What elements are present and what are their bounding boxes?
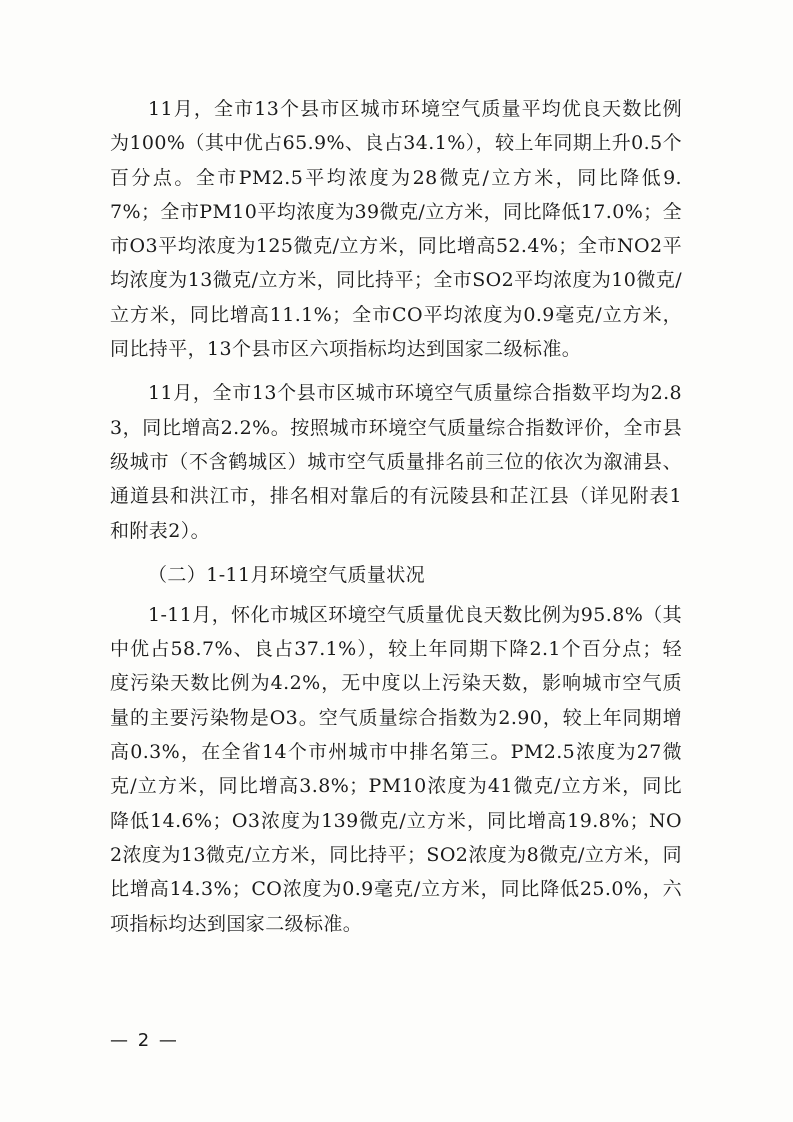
paragraph-jan-nov-quality: 1-11月，怀化市城区环境空气质量优良天数比例为95.8%（其中优占58.7%、良占37.1%），较上年同期下降2.1个百分点；轻度污染天数比例为4.2%，无中度以上污染天数，影响城市空气质量的主要污染物是O3。空气质量综合指数为2.90，较上年同期增高0.3%，在全省14个市州城市中排名第三。PM2.5浓度为27微克/立方米，同比增高3.8%；PM10浓度为41微克/立方米，同比降低14.6%；O3浓度为139微克/立方米，同比增高19.8%；NO2浓度为13微克/立方米，同比持平；SO2浓度为8微克/立方米，同比增高14.3%；CO浓度为0.9毫克/立方米，同比降低25.0%，六项指标均达到国家二级标准。	[110, 603, 682, 935]
paragraph-november-quality: 11月，全市13个县市区城市环境空气质量平均优良天数比例为100%（其中优占65.9%、良占34.1%），较上年同期上升0.5个百分点。全市PM2.5平均浓度为28微克/立方米，同比降低9.7%；全市PM10平均浓度为39微克/立方米，同比降低17.0%；全市O3平均浓度为125微克/立方米，同比增高52.4%；全市NO2平均浓度为13微克/立方米，同比持平；全市SO2平均浓度为10微克/立方米，同比增高11.1%；全市CO平均浓度为0.9毫克/立方米，同比持平，13个县市区六项指标均达到国家二级标准。	[110, 98, 682, 361]
section-heading: （二）1-11月环境空气质量状况	[148, 563, 426, 586]
document-body	[110, 92, 682, 951]
paragraph-november-index: 11月，全市13个县市区城市环境空气质量综合指数平均为2.83，同比增高2.2%。按照城市环境空气质量综合指数评价，全市县级城市（不含鹤城区）城市空气质量排名前三位的依次为溆浦县、通道县和洪江市，排名相对靠后的有沅陵县和芷江县（详见附表1和附表2）。	[110, 382, 682, 542]
page-number: — 2 —	[110, 1030, 179, 1051]
